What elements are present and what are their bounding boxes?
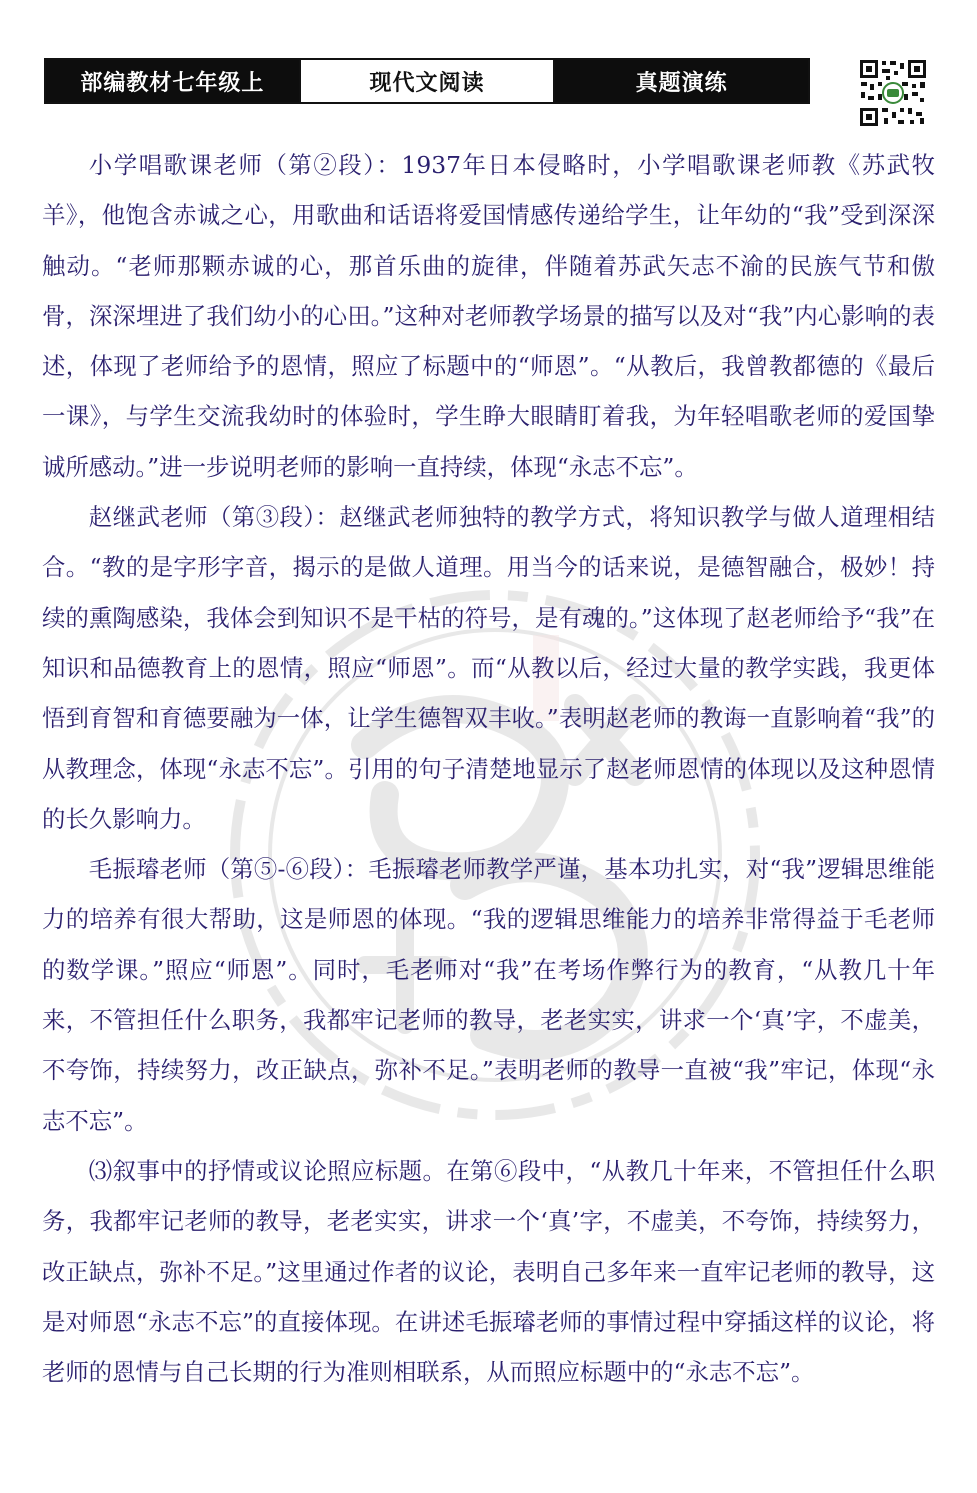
header-section-label: 现代文阅读 [299,60,556,102]
header-bar [44,58,810,104]
header-practice-label: 真题演练 [555,60,808,102]
paragraph-teacher-singing: 小学唱歌课老师（第②段）：1937年日本侵略时，小学唱歌课老师教《苏武牧羊》，他饱含赤诚之心，用歌曲和话语将爱国情感传递给学生，让年幼的“我”受到深深触动。“老师那颗赤诚的心，那首乐曲的旋律，伴随着苏武矢志不渝的民族气节和傲骨，深深埋进了我们幼小的心田。”这种对老师教学场景的描写以及对“我”内心影响的表述，体现了老师给予的恩情，照应了标题中的“师恩”。“从教后，我曾教都德的《最后一课》，与学生交流我幼时的体验时，学生睁大眼睛盯着我，为年轻唱歌老师的爱国挚诚所感动。”进一步说明老师的影响一直持续，体现“永志不忘”。 [42,151,935,481]
paragraph-teacher-mao: 毛振璿老师（第⑤-⑥段）：毛振璿老师教学严谨，基本功扎实，对“我”逻辑思维能力的培养有很大帮助，这是师恩的体现。“我的逻辑思维能力的培养非常得益于毛老师的数学课。”照应“师恩”。同时，毛老师对“我”在考场作弊行为的教育，“从教几十年来，不管担任什么职务，我都牢记老师的教导，老老实实，讲求一个‘真’字，不虚美，不夸饰，持续努力，改正缺点，弥补不足。”表明老师的教导一直被“我”牢记，体现“永志不忘”。 [42,855,935,1135]
header-grade-label: 部编教材七年级上 [46,60,299,102]
paragraph-teacher-zhao: 赵继武老师（第③段）：赵继武老师独特的教学方式，将知识教学与做人道理相结合。“教的是字形字音，揭示的是做人道理。用当今的话来说，是德智融合，极妙！持续的熏陶感染，我体会到知识不是干枯的符号，是有魂的。”这体现了赵老师给予“我”在知识和品德教育上的恩情，照应“师恩”。而“从教以后，经过大量的教学实践，我更体悟到育智和育德要融为一体，让学生德智双丰收。”表明赵老师的教诲一直影响着“我”的从教理念，体现“永志不忘”。引用的句子清楚地显示了赵老师恩情的体现以及这种恩情的长久影响力。 [42,503,935,833]
paragraph-point-three: ⑶叙事中的抒情或议论照应标题。在第⑥段中，“从教几十年来，不管担任什么职务，我都牢记老师的教导，老老实实，讲求一个‘真’字，不虚美，不夸饰，持续努力，改正缺点，弥补不足。”这里通过作者的议论，表明自己多年来一直牢记老师的教导，这是对师恩“永志不忘”的直接体现。在讲述毛振璿老师的事情过程中穿插这样的议论，将老师的恩情与自己长期的行为准则相联系，从而照应标题中的“永志不忘”。 [42,1156,935,1387]
article-body [42,140,935,1397]
qr-code-icon [858,58,928,128]
